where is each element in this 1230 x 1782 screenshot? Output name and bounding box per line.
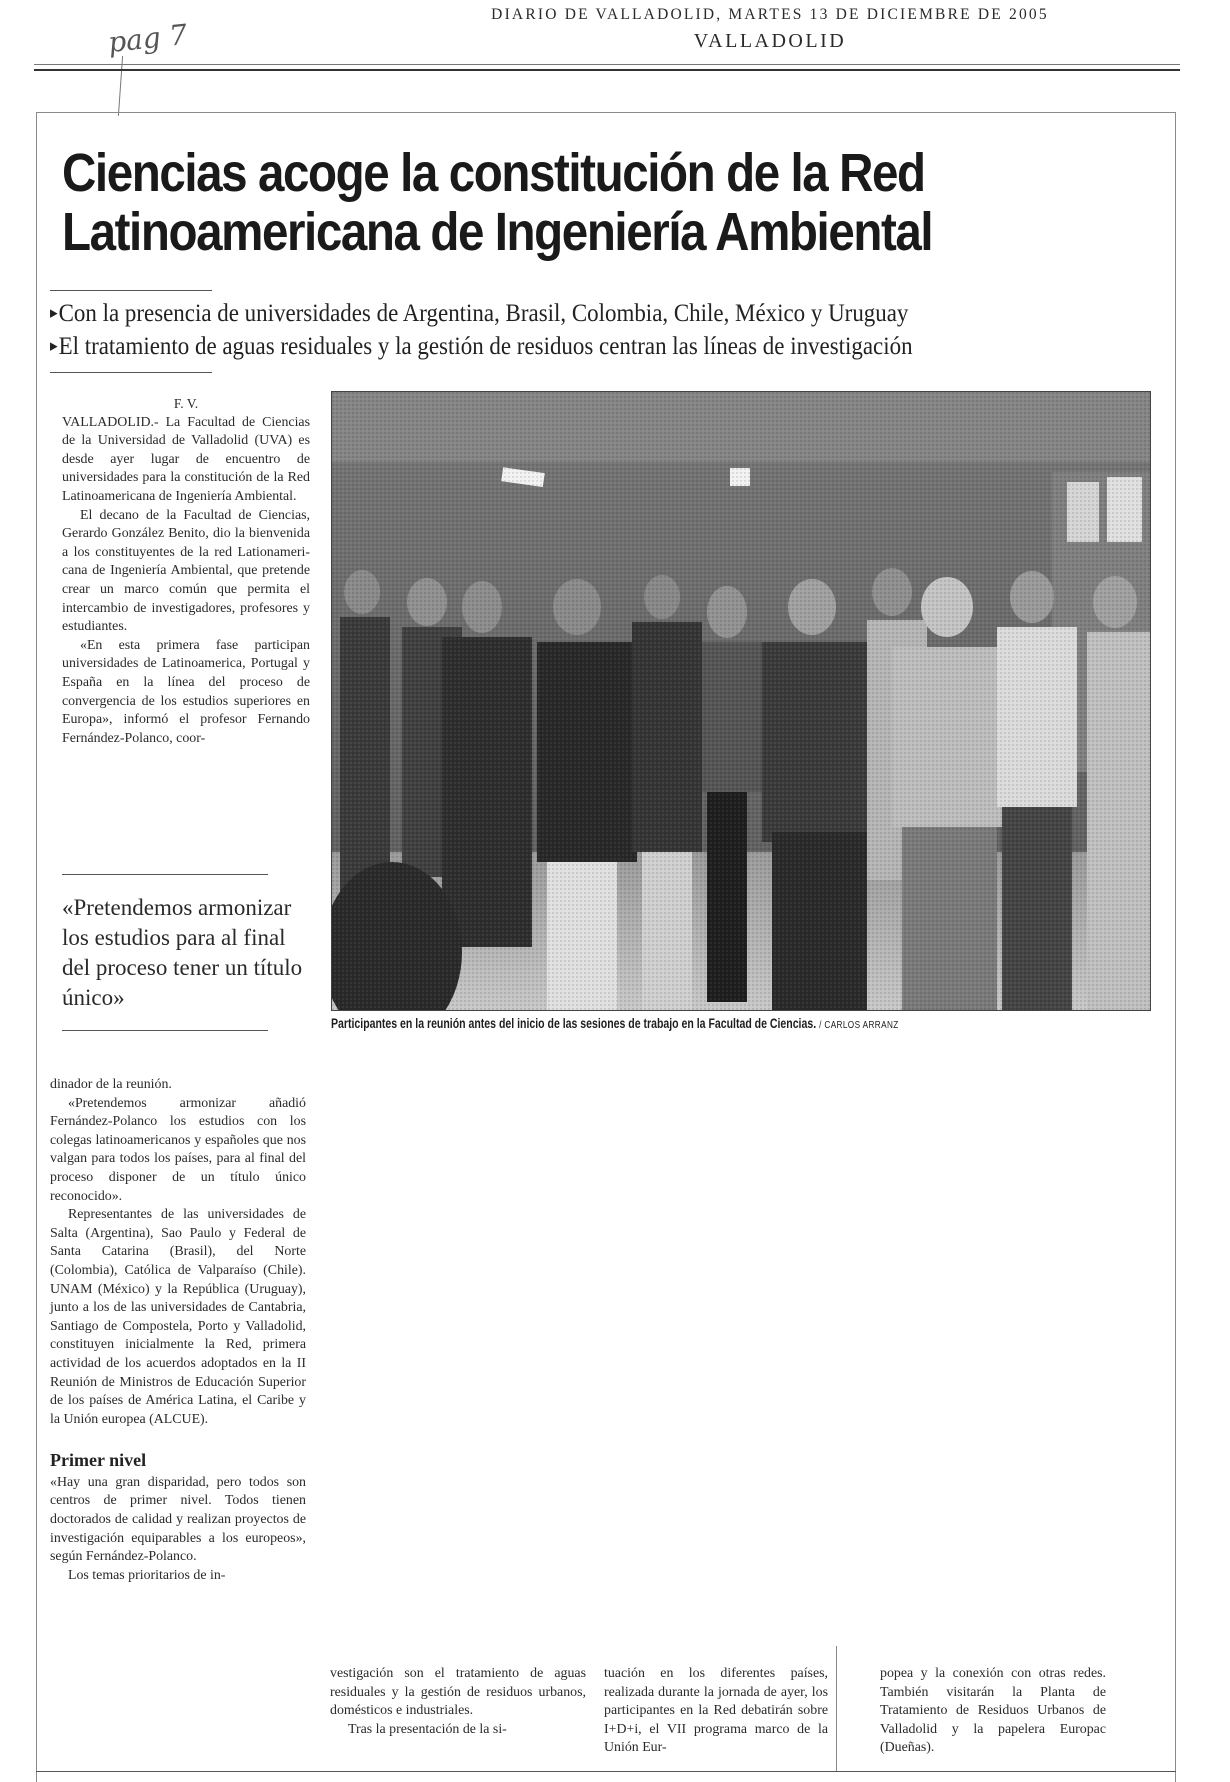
subheading-primer-nivel: Primer nivel	[50, 1450, 147, 1471]
paragraph: VALLADOLID.- La Facultad de Ciencias de la Universidad de Valladolid (UVA) es desde ayer lugar de encuentro de universidades para la constitución de la Red Latinoamericana de Ingeniería Ambiental.	[62, 414, 310, 504]
pullquote-rule-top	[62, 874, 268, 875]
masthead-date-line: DIARIO DE VALLADOLID, MARTES 13 DE DICIEMBRE DE 2005	[491, 6, 1049, 23]
paragraph: «En esta primera fase participan universidades de Latinoamerica, Portugal y España en la línea del proceso de convergencia de los estudios superiores en Europa», informó el profesor Fernando Fernández-Polanco, coor-	[62, 637, 310, 746]
subhead-1	[50, 298, 1058, 328]
paragraph: Representantes de las universidades de Salta (Argentina), Sao Paulo y Federal de Santa Catarina (Brasil), del Norte (Colombia), Católica de Valparaíso (Chile). UNAM (México) y la República (Uruguay), junto a los de las universidades de Cantabria, Santiago de Compostela, Porto y Valladolid, constituyen inicialmente la Red, primera actividad de los acuerdos adoptados en la II Reunión de Ministros de Educación Superior de los países de América Latina, el Caribe y la Unión europea (ALCUE).	[50, 1207, 306, 1427]
subhead-2-text: El tratamiento de aguas residuales y la gestión de residuos centran las líneas de investigación	[58, 331, 913, 360]
group-photo-image	[332, 392, 1150, 1010]
article-bottom-rule	[36, 1771, 1176, 1772]
paragraph: El decano de la Facultad de Ciencias, Gerardo González Benito, dio la bienvenida a los constituyentes de la red Lationamericana de Ingeniería Ambiental, que pretende crear un marco común que permita el intercambio de investigadores, profesores y estudiantes.	[62, 507, 310, 635]
paragraph: Tras la presentación de la si-	[348, 1721, 507, 1737]
paragraph: popea y la conexión con otras redes. También visitarán la Planta de Tratamiento de Residuos Urbanos de Valladolid y la papelera Europac (Dueñas).	[880, 1666, 1106, 1756]
article-column-1-bottom	[50, 1076, 306, 1585]
article-column-4	[880, 1665, 1106, 1758]
bullet-icon: ▸	[50, 336, 58, 355]
paragraph: tuación en los diferentes países, realizada durante la jornada de ayer, los participantes en la Red debatirán sobre I+D+i, el VII programa marco de la Unión Eur-	[604, 1666, 828, 1756]
paragraph: «Hay una gran disparidad, pero todos son centros de primer nivel. Todos tienen doctorados de calidad y realizan proyectos de investigación equiparables a los europeos», según Fernández-Polanco.	[50, 1474, 306, 1565]
byline: F. V.	[173, 396, 199, 411]
paragraph: dinador de la reunión.	[50, 1077, 172, 1092]
article-column-3	[604, 1665, 828, 1758]
section-title: VALLADOLID	[693, 30, 847, 52]
subhead-1-text: Con la presencia de universidades de Argentina, Brasil, Colombia, Chile, México y Uruguay	[58, 298, 909, 327]
headline	[62, 144, 1030, 262]
subhead-2	[50, 331, 1058, 361]
masthead-rule-thick	[34, 69, 1180, 71]
bullet-icon: ▸	[50, 303, 58, 322]
paragraph: vestigación son el tratamiento de aguas residuales y la gestión de residuos urbanos, domésticos e industriales.	[330, 1666, 586, 1719]
column-divider	[836, 1646, 837, 1771]
article-photo	[331, 391, 1151, 1011]
photo-caption	[331, 1016, 971, 1031]
masthead-rule-thin	[34, 64, 1180, 65]
subhead-rule-top	[50, 290, 212, 291]
photo-credit: / CARLOS ARRANZ	[819, 1019, 899, 1031]
pullquote-rule-bottom	[62, 1030, 268, 1031]
headline-line-2: Latinoamericana de Ingeniería Ambiental	[62, 202, 933, 262]
article-column-1-top	[62, 395, 310, 748]
caption-text: Participantes en la reunión antes del inicio de las sesiones de trabajo en la Facultad de Ciencias.	[331, 1016, 817, 1031]
pullquote: «Pretendemos armonizar los estudios para al final del proceso tener un título único»	[62, 895, 303, 1010]
handwritten-stroke	[118, 56, 124, 116]
photo-grain	[332, 392, 1150, 1010]
paragraph: Los temas prioritarios de in-	[68, 1567, 226, 1583]
subhead-rule-bottom	[50, 372, 212, 373]
article-column-2	[330, 1665, 586, 1739]
handwritten-page-note: pag 7	[106, 17, 189, 60]
paragraph: «Pretendemos armonizar añadió Fernández-Polanco los estudios con los colegas latinoamericanos y españoles que nos valgan para todos los países, para al final del proceso disponer de un título único reconocido».	[50, 1095, 306, 1204]
headline-line-1: Ciencias acoge la constitución de la Red	[62, 143, 925, 203]
